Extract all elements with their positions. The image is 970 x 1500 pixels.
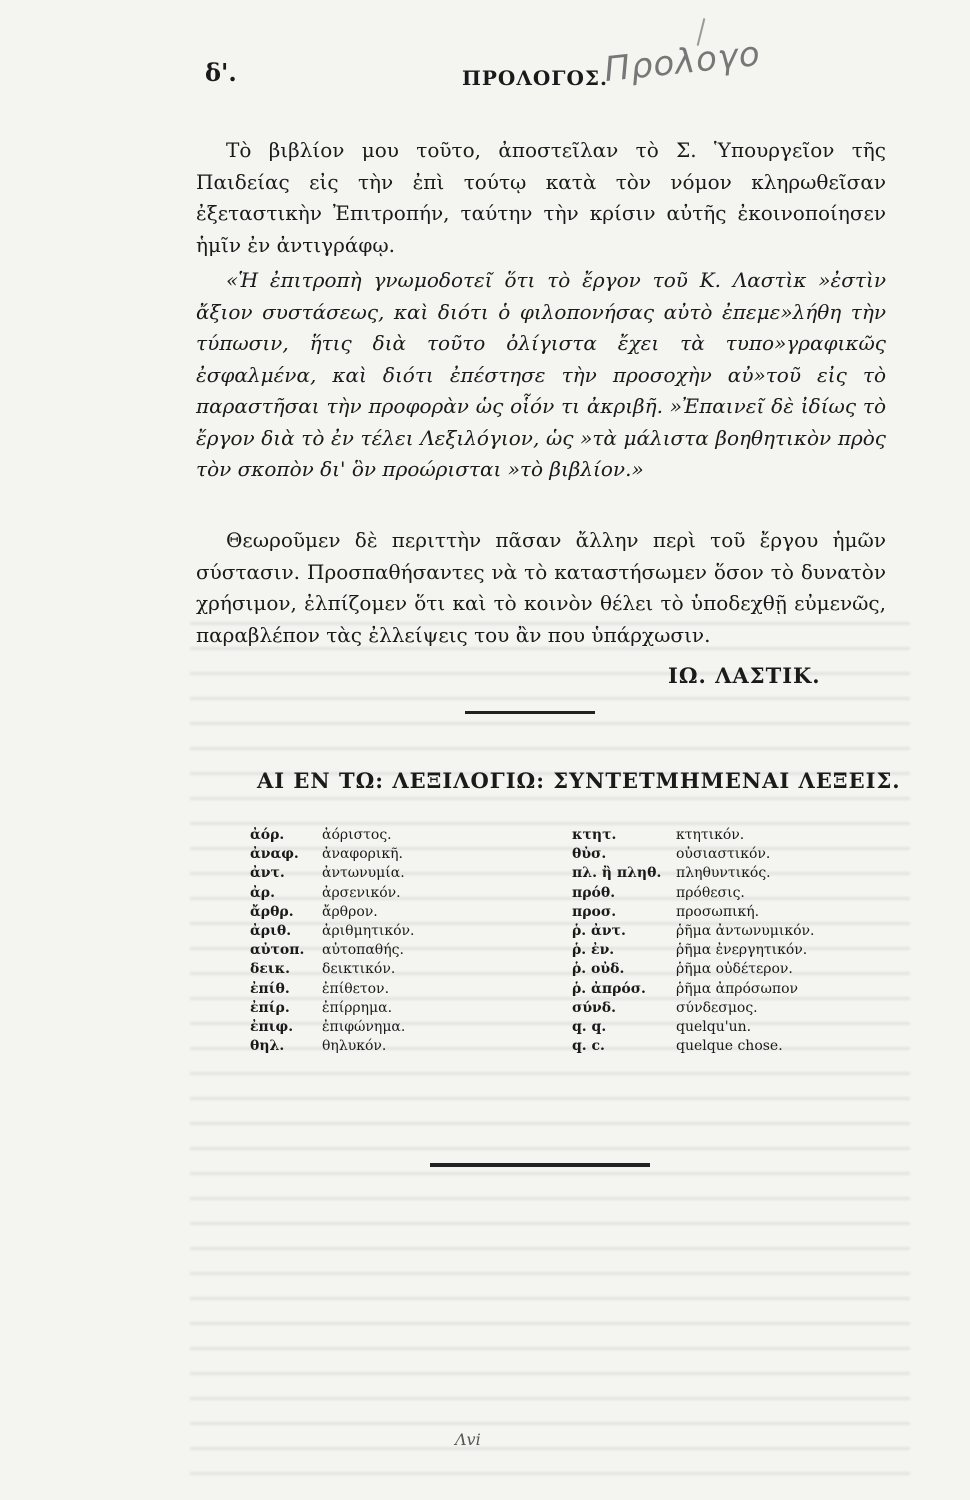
abbreviation: πρόθ. — [572, 884, 616, 901]
abbreviation: προσ. — [572, 903, 617, 920]
expansion: πληθυντικός. — [676, 865, 771, 882]
expansion: ῥῆμα οὐδέτερον. — [676, 961, 793, 978]
abbreviation-row — [250, 903, 414, 922]
author-signature: ΙΩ. ΛΑΣΤΙΚ. — [668, 663, 821, 688]
handwritten-annotation: Προλογο — [602, 33, 763, 91]
abbreviation: q. c. — [572, 1038, 605, 1055]
committee-quote: «Ἡ ἐπιτροπὴ γνωμοδοτεῖ ὅτι τὸ ἔργον τοῦ Κ. Λαστὶκ »ἐστὶν ἄξιον συστάσεως, καὶ διότι ὁ φιλοπονήσας αὐτὸ ἐπεμε»λήθη τὴν τύπωσιν, ἥτις διὰ τοῦτο ὀλίγιστα ἔχει τὰ τυπο»γραφικῶς ἐσφαλμένα, καὶ διότι ἐπέστησε τὴν προσοχὴν αὐ»τοῦ εἰς τὸ παραστῆσαι τὴν προφορὰν ὡς οἷόν τι ἀκριβῆ. »Ἐπαινεῖ δὲ ἰδίως τὸ ἔργον διὰ τὸ ἐν τέλει Λεξιλόγιον, ὡς »τὰ μάλιστα βοηθητικὸν πρὸς τὸν σκοπὸν δι' ὃν προώρισται »τὸ βιβλίον.» — [196, 268, 886, 481]
divider-rule-bottom — [430, 1163, 650, 1167]
abbreviation: ἀριθ. — [250, 923, 292, 940]
abbreviation-row — [250, 922, 414, 941]
abbreviation-row — [250, 826, 414, 845]
abbreviation: ἀόρ. — [250, 827, 285, 843]
abbreviations-heading: ΑΙ ΕΝ ΤΩ: ΛΕΞΙΛΟΓΙΩ: ΣΥΝΤΕΤΜΗΜΕΝΑΙ ΛΕΞΕΙΣ. — [257, 768, 901, 793]
printer-signature-mark: Λvi — [455, 1430, 481, 1449]
expansion: ἀόριστος. — [322, 827, 392, 843]
abbreviation-row — [572, 845, 815, 864]
abbreviation: ἐπίθ. — [250, 980, 290, 997]
expansion: θηλυκόν. — [322, 1038, 387, 1055]
expansion: οὐσιαστικόν. — [676, 846, 771, 863]
abbreviation: ἐπίρ. — [250, 999, 290, 1016]
abbreviation-row — [572, 884, 815, 903]
abbreviation-row — [250, 941, 414, 960]
abbreviation-row — [572, 864, 815, 883]
divider-rule — [465, 711, 595, 714]
abbreviation-row — [572, 980, 815, 999]
abbreviation: ῥ. οὐδ. — [572, 961, 625, 978]
abbreviation-row — [572, 1018, 815, 1037]
abbreviation: ἀναφ. — [250, 846, 299, 863]
abbreviation-row — [572, 826, 815, 845]
abbreviations-left-column — [250, 826, 414, 1056]
abbreviation-row — [250, 845, 414, 864]
abbreviation: θὐσ. — [572, 846, 607, 863]
abbreviations-right-column — [572, 826, 815, 1056]
abbreviation: αὐτοπ. — [250, 942, 305, 959]
expansion: ἀναφορικῆ. — [322, 846, 403, 863]
abbreviation: ῥ. ἀπρόσ. — [572, 980, 646, 997]
expansion: ῥῆμα ἐνεργητικόν. — [676, 942, 808, 959]
abbreviation-row — [572, 1037, 815, 1056]
abbreviation: σύνδ. — [572, 999, 616, 1016]
expansion: προσωπική. — [676, 903, 760, 920]
abbreviation: πλ. ἢ πληθ. — [572, 865, 662, 882]
closing-paragraph: Θεωροῦμεν δὲ περιττὴν πᾶσαν ἄλλην περὶ τοῦ ἔργου ἡμῶν σύστασιν. Προσπαθήσαντες νὰ τὸ καταστήσωμεν ὅσον τὸ δυνατὸν χρήσιμον, ἐλπίζομεν ὅτι καὶ τὸ κοινὸν θέλει τὸ ὑποδεχθῇ εὐμενῶς, παραβλέπον τὰς ἐλλείψεις του ἂν που ὑπάρχωσιν. — [196, 528, 886, 647]
abbreviation: ἀντ. — [250, 865, 285, 882]
abbreviation-row — [250, 1037, 414, 1056]
abbreviation: θηλ. — [250, 1038, 285, 1055]
expansion: κτητικόν. — [676, 827, 745, 843]
abbreviation: q. q. — [572, 1019, 607, 1036]
expansion: ἀρσενικόν. — [322, 884, 401, 901]
abbreviation-row — [572, 922, 815, 941]
expansion: πρόθεσις. — [676, 884, 745, 901]
abbreviation-row — [250, 999, 414, 1018]
running-head: ΠΡΟΛΟΓΟΣ. — [462, 66, 609, 90]
abbreviation-row — [250, 864, 414, 883]
abbreviation-row — [250, 980, 414, 999]
expansion: ἄρθρον. — [322, 903, 378, 920]
expansion: σύνδεσμος. — [676, 999, 758, 1016]
abbreviation-row — [250, 1018, 414, 1037]
abbreviation: ῥ. ἐν. — [572, 942, 615, 959]
expansion: ῥῆμα ἀπρόσωπον — [676, 980, 799, 997]
expansion: ῥῆμα ἀντωνυμικόν. — [676, 923, 815, 940]
page-number: δ'. — [205, 58, 237, 87]
abbreviation-row — [572, 903, 815, 922]
abbreviation-row — [572, 999, 815, 1018]
abbreviation-row — [572, 941, 815, 960]
expansion: quelqu'un. — [676, 1019, 752, 1036]
abbreviation: ῥ. ἀντ. — [572, 923, 626, 940]
abbreviation: ἀρ. — [250, 884, 275, 901]
abbreviation: ἐπιφ. — [250, 1019, 294, 1036]
expansion: quelque chose. — [676, 1038, 783, 1055]
abbreviation: ἄρθρ. — [250, 903, 294, 920]
expansion: ἐπιφώνημα. — [322, 1019, 406, 1036]
expansion: δεικτικόν. — [322, 961, 396, 978]
expansion: αὐτοπαθής. — [322, 942, 404, 959]
expansion: ἀντωνυμία. — [322, 865, 405, 882]
abbreviation: κτητ. — [572, 827, 617, 843]
expansion: ἀριθμητικόν. — [322, 923, 415, 940]
abbreviation-row — [250, 960, 414, 979]
expansion: ἐπίθετον. — [322, 980, 390, 997]
abbreviation-row — [572, 960, 815, 979]
expansion: ἐπίρρημα. — [322, 999, 393, 1016]
abbreviation-row — [250, 884, 414, 903]
abbreviation: δεικ. — [250, 961, 290, 978]
intro-paragraph: Τὸ βιβλίον μου τοῦτο, ἀποστεῖλαν τὸ Σ. Ὑπουργεῖον τῆς Παιδείας εἰς τὴν ἐπὶ τούτῳ κατὰ τὸν νόμον κληρωθεῖσαν ἐξεταστικὴν Ἐπιτροπήν, ταύτην τὴν κρίσιν αὐτῆς ἐκοινοποίησεν ἡμῖν ἐν ἀντιγράφῳ. — [196, 138, 886, 257]
